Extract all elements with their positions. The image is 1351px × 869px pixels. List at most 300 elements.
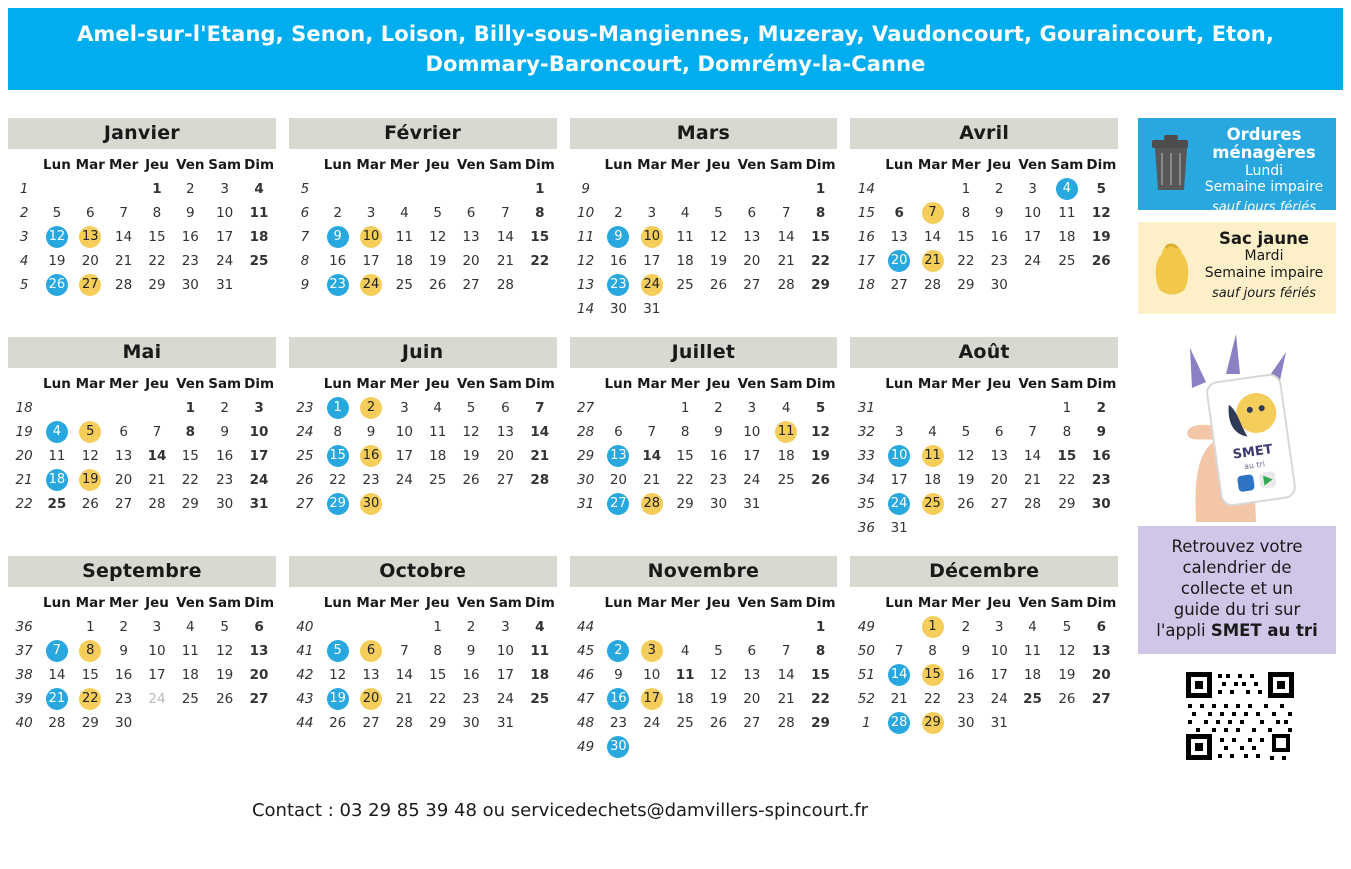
day-cell[interactable]: 5	[815, 400, 826, 416]
day-cell[interactable]: 23	[990, 253, 1008, 269]
day-cell[interactable]: 5	[714, 643, 723, 659]
day-cell[interactable]: 1	[433, 619, 443, 635]
day-cell[interactable]: 17	[148, 667, 166, 683]
day-cell[interactable]: 10	[216, 205, 234, 221]
day-cell[interactable]: 9	[119, 643, 128, 659]
day-cell[interactable]: 11	[249, 205, 269, 221]
day-cell[interactable]: 9	[220, 424, 229, 440]
day-cell[interactable]: 15	[81, 667, 99, 683]
day-cell[interactable]	[40, 639, 73, 663]
day-cell[interactable]: 22	[676, 472, 694, 488]
day-cell[interactable]: 11	[429, 424, 447, 440]
day-cell[interactable]: 24	[496, 691, 515, 707]
day-cell[interactable]: 12	[811, 424, 830, 440]
day-cell[interactable]: 14	[395, 667, 413, 683]
day-cell[interactable]: 6	[747, 205, 757, 221]
day-cell[interactable]: 29	[957, 277, 975, 293]
day-cell[interactable]: 29	[429, 715, 447, 731]
day-cell[interactable]: 1	[680, 400, 690, 416]
day-cell[interactable]: 7	[152, 424, 162, 440]
day-cell[interactable]: 4	[781, 400, 791, 416]
day-cell[interactable]: 13	[1091, 643, 1111, 659]
day-cell[interactable]: 5	[961, 424, 971, 440]
day-cell[interactable]: 18	[676, 691, 694, 707]
day-cell[interactable]: 14	[496, 229, 515, 245]
day-cell[interactable]: 27	[496, 472, 515, 488]
day-cell[interactable]	[883, 249, 916, 273]
day-cell[interactable]: 20	[115, 472, 133, 488]
day-cell[interactable]: 26	[462, 472, 480, 488]
day-cell[interactable]: 27	[462, 277, 480, 293]
day-cell[interactable]	[354, 444, 387, 468]
day-cell[interactable]: 13	[115, 448, 133, 464]
day-cell[interactable]: 14	[777, 229, 795, 245]
day-cell[interactable]	[40, 420, 73, 444]
day-cell[interactable]: 9	[366, 424, 376, 440]
day-cell[interactable]: 16	[216, 448, 234, 464]
day-cell[interactable]	[602, 687, 635, 711]
day-cell[interactable]: 15	[429, 667, 447, 683]
day-cell[interactable]: 7	[119, 205, 128, 221]
day-cell[interactable]: 28	[48, 715, 66, 731]
day-cell[interactable]: 13	[462, 229, 480, 245]
day-cell[interactable]: 6	[1096, 619, 1107, 635]
day-cell[interactable]: 11	[675, 667, 695, 683]
day-cell[interactable]: 31	[890, 520, 908, 536]
day-cell[interactable]: 8	[815, 643, 826, 659]
day-cell[interactable]: 6	[894, 205, 904, 221]
day-cell[interactable]: 5	[466, 400, 476, 416]
day-cell[interactable]: 7	[535, 400, 545, 416]
day-cell[interactable]: 2	[961, 619, 971, 635]
day-cell[interactable]: 17	[1023, 229, 1042, 245]
day-cell[interactable]: 9	[466, 643, 476, 659]
day-cell[interactable]: 19	[1091, 229, 1111, 245]
day-cell[interactable]: 23	[216, 472, 234, 488]
day-cell[interactable]: 17	[496, 667, 515, 683]
day-cell[interactable]	[74, 420, 107, 444]
day-cell[interactable]	[602, 735, 635, 759]
day-cell[interactable]: 5	[714, 205, 723, 221]
day-cell[interactable]: 4	[254, 181, 264, 197]
day-cell[interactable]: 4	[400, 205, 409, 221]
day-cell[interactable]: 13	[362, 667, 380, 683]
day-cell[interactable]: 25	[47, 496, 67, 512]
day-cell[interactable]: 21	[1023, 472, 1042, 488]
day-cell[interactable]	[883, 711, 916, 735]
day-cell[interactable]: 31	[216, 277, 234, 293]
day-cell[interactable]: 18	[530, 667, 550, 683]
day-cell[interactable]: 20	[1091, 667, 1111, 683]
day-cell[interactable]: 21	[777, 691, 795, 707]
day-cell[interactable]: 30	[957, 715, 975, 731]
day-cell[interactable]: 9	[186, 205, 195, 221]
day-cell[interactable]	[321, 273, 354, 297]
day-cell[interactable]: 3	[1028, 181, 1037, 197]
day-cell[interactable]: 26	[957, 496, 975, 512]
day-cell[interactable]: 30	[1091, 496, 1111, 512]
day-cell[interactable]: 10	[249, 424, 269, 440]
day-cell[interactable]: 14	[48, 667, 66, 683]
day-cell[interactable]: 6	[614, 424, 623, 440]
day-cell[interactable]	[321, 396, 354, 420]
day-cell[interactable]	[916, 615, 949, 639]
day-cell[interactable]: 18	[923, 472, 942, 488]
day-cell[interactable]	[635, 492, 668, 516]
day-cell[interactable]: 11	[1023, 643, 1042, 659]
day-cell[interactable]: 25	[395, 277, 413, 293]
day-cell[interactable]: 13	[890, 229, 908, 245]
day-cell[interactable]: 8	[928, 643, 937, 659]
day-cell[interactable]: 18	[777, 448, 795, 464]
day-cell[interactable]: 10	[148, 643, 166, 659]
day-cell[interactable]: 14	[147, 448, 167, 464]
day-cell[interactable]: 3	[994, 619, 1004, 635]
day-cell[interactable]: 6	[85, 205, 95, 221]
day-cell[interactable]: 9	[614, 667, 623, 683]
day-cell[interactable]: 26	[1091, 253, 1111, 269]
day-cell[interactable]: 19	[216, 667, 234, 683]
day-cell[interactable]	[883, 444, 916, 468]
day-cell[interactable]: 1	[815, 181, 826, 197]
day-cell[interactable]: 2	[466, 619, 476, 635]
day-cell[interactable]: 3	[152, 619, 162, 635]
day-cell[interactable]	[354, 492, 387, 516]
day-cell[interactable]	[321, 444, 354, 468]
day-cell[interactable]: 2	[994, 181, 1004, 197]
day-cell[interactable]: 16	[181, 229, 199, 245]
day-cell[interactable]: 16	[1091, 448, 1111, 464]
day-cell[interactable]: 27	[990, 496, 1008, 512]
day-cell[interactable]: 29	[81, 715, 99, 731]
day-cell[interactable]: 15	[811, 667, 830, 683]
day-cell[interactable]: 30	[709, 496, 728, 512]
day-cell[interactable]	[635, 639, 668, 663]
day-cell[interactable]: 14	[642, 448, 662, 464]
day-cell[interactable]: 10	[743, 424, 761, 440]
day-cell[interactable]	[602, 639, 635, 663]
day-cell[interactable]: 19	[709, 253, 728, 269]
day-cell[interactable]: 27	[743, 715, 761, 731]
day-cell[interactable]: 4	[680, 205, 690, 221]
day-cell[interactable]: 25	[676, 715, 694, 731]
day-cell[interactable]: 19	[1058, 667, 1076, 683]
day-cell[interactable]: 9	[1096, 424, 1107, 440]
day-cell[interactable]: 24	[216, 253, 234, 269]
day-cell[interactable]: 6	[994, 424, 1004, 440]
day-cell[interactable]: 21	[115, 253, 133, 269]
day-cell[interactable]: 5	[433, 205, 443, 221]
day-cell[interactable]: 20	[609, 472, 628, 488]
day-cell[interactable]: 24	[643, 715, 661, 731]
day-cell[interactable]	[40, 468, 73, 492]
day-cell[interactable]: 25	[777, 472, 795, 488]
day-cell[interactable]	[602, 225, 635, 249]
day-cell[interactable]: 22	[148, 253, 166, 269]
day-cell[interactable]	[883, 663, 916, 687]
day-cell[interactable]: 16	[462, 667, 480, 683]
day-cell[interactable]: 23	[709, 472, 728, 488]
day-cell[interactable]: 7	[501, 205, 510, 221]
day-cell[interactable]: 28	[115, 277, 133, 293]
day-cell[interactable]: 18	[1023, 667, 1042, 683]
day-cell[interactable]: 31	[743, 496, 761, 512]
day-cell[interactable]: 12	[329, 667, 347, 683]
day-cell[interactable]: 24	[743, 472, 761, 488]
day-cell[interactable]: 12	[1091, 205, 1111, 221]
day-cell[interactable]: 28	[496, 277, 515, 293]
day-cell[interactable]	[321, 225, 354, 249]
day-cell[interactable]: 21	[148, 472, 166, 488]
day-cell[interactable]	[354, 396, 387, 420]
day-cell[interactable]: 3	[366, 205, 376, 221]
day-cell[interactable]: 15	[1057, 448, 1077, 464]
day-cell[interactable]: 14	[1023, 448, 1042, 464]
day-cell[interactable]: 28	[148, 496, 166, 512]
day-cell[interactable]: 21	[395, 691, 413, 707]
day-cell[interactable]	[635, 225, 668, 249]
day-cell[interactable]: 22	[1058, 472, 1076, 488]
day-cell[interactable]: 15	[957, 229, 975, 245]
day-cell[interactable]: 8	[333, 424, 342, 440]
day-cell[interactable]: 1	[1062, 400, 1072, 416]
day-cell[interactable]: 6	[747, 643, 757, 659]
day-cell[interactable]: 23	[1091, 472, 1111, 488]
day-cell[interactable]: 5	[1096, 181, 1107, 197]
day-cell[interactable]: 18	[395, 253, 413, 269]
day-cell[interactable]: 9	[994, 205, 1004, 221]
day-cell[interactable]: 25	[1058, 253, 1076, 269]
day-cell[interactable]: 5	[52, 205, 62, 221]
day-cell[interactable]: 22	[181, 472, 199, 488]
day-cell[interactable]	[354, 273, 387, 297]
day-cell[interactable]	[354, 639, 387, 663]
day-cell[interactable]: 11	[676, 229, 694, 245]
day-cell[interactable]: 21	[496, 253, 515, 269]
day-cell[interactable]	[916, 201, 949, 225]
day-cell[interactable]: 17	[216, 229, 234, 245]
day-cell[interactable]: 12	[216, 643, 234, 659]
day-cell[interactable]: 27	[362, 715, 380, 731]
day-cell[interactable]: 12	[429, 229, 447, 245]
day-cell[interactable]	[321, 492, 354, 516]
day-cell[interactable]: 12	[709, 229, 728, 245]
day-cell[interactable]: 25	[676, 277, 694, 293]
day-cell[interactable]: 22	[811, 253, 830, 269]
day-cell[interactable]: 13	[249, 643, 269, 659]
day-cell[interactable]	[40, 273, 73, 297]
day-cell[interactable]: 17	[362, 253, 380, 269]
day-cell[interactable]: 28	[1023, 496, 1042, 512]
day-cell[interactable]: 2	[333, 205, 342, 221]
day-cell[interactable]: 27	[249, 691, 269, 707]
day-cell[interactable]: 22	[329, 472, 347, 488]
day-cell[interactable]: 15	[530, 229, 550, 245]
day-cell[interactable]: 13	[990, 448, 1008, 464]
day-cell[interactable]: 3	[647, 205, 657, 221]
day-cell[interactable]: 19	[957, 472, 975, 488]
day-cell[interactable]: 20	[249, 667, 269, 683]
day-cell[interactable]: 25	[429, 472, 447, 488]
day-cell[interactable]	[883, 492, 916, 516]
day-cell[interactable]: 23	[115, 691, 133, 707]
day-cell[interactable]: 29	[811, 715, 830, 731]
day-cell[interactable]: 4	[928, 424, 937, 440]
day-cell[interactable]: 29	[181, 496, 199, 512]
day-cell[interactable]: 23	[609, 715, 628, 731]
day-cell[interactable]: 8	[961, 205, 971, 221]
day-cell[interactable]: 21	[777, 253, 795, 269]
day-cell[interactable]: 26	[429, 277, 447, 293]
day-cell[interactable]: 25	[181, 691, 199, 707]
day-cell[interactable]: 7	[1028, 424, 1037, 440]
day-cell[interactable]: 16	[609, 253, 628, 269]
day-cell[interactable]: 18	[676, 253, 694, 269]
day-cell[interactable]: 10	[1023, 205, 1042, 221]
day-cell[interactable]: 3	[254, 400, 264, 416]
day-cell[interactable]: 17	[643, 253, 661, 269]
day-cell[interactable]: 15	[148, 229, 166, 245]
day-cell[interactable]: 10	[990, 643, 1008, 659]
day-cell[interactable]	[916, 663, 949, 687]
day-cell[interactable]	[40, 225, 73, 249]
day-cell[interactable]: 19	[811, 448, 830, 464]
day-cell[interactable]: 21	[643, 472, 661, 488]
day-cell[interactable]: 4	[680, 643, 690, 659]
day-cell[interactable]: 18	[249, 229, 269, 245]
day-cell[interactable]: 29	[811, 277, 830, 293]
day-cell[interactable]	[635, 273, 668, 297]
day-cell[interactable]: 8	[433, 643, 443, 659]
day-cell[interactable]: 14	[530, 424, 550, 440]
day-cell[interactable]	[602, 492, 635, 516]
day-cell[interactable]: 29	[676, 496, 694, 512]
day-cell[interactable]	[602, 444, 635, 468]
day-cell[interactable]: 8	[680, 424, 690, 440]
day-cell[interactable]	[916, 711, 949, 735]
day-cell[interactable]: 20	[81, 253, 99, 269]
day-cell[interactable]: 3	[894, 424, 904, 440]
day-cell[interactable]: 31	[249, 496, 269, 512]
day-cell[interactable]: 3	[400, 400, 409, 416]
day-cell[interactable]: 16	[990, 229, 1008, 245]
day-cell[interactable]	[916, 492, 949, 516]
day-cell[interactable]: 25	[1023, 691, 1042, 707]
day-cell[interactable]: 11	[181, 643, 199, 659]
day-cell[interactable]: 10	[395, 424, 413, 440]
day-cell[interactable]: 3	[501, 619, 510, 635]
day-cell[interactable]: 7	[894, 643, 904, 659]
day-cell[interactable]: 21	[890, 691, 908, 707]
day-cell[interactable]: 9	[714, 424, 723, 440]
day-cell[interactable]: 12	[1058, 643, 1076, 659]
day-cell[interactable]: 27	[743, 277, 761, 293]
day-cell[interactable]: 6	[119, 424, 128, 440]
day-cell[interactable]: 8	[152, 205, 162, 221]
day-cell[interactable]: 12	[462, 424, 480, 440]
day-cell[interactable]: 24	[249, 472, 269, 488]
day-cell[interactable]: 13	[743, 667, 761, 683]
day-cell[interactable]: 5	[1062, 619, 1072, 635]
day-cell[interactable]: 22	[811, 691, 830, 707]
day-cell[interactable]: 31	[496, 715, 515, 731]
day-cell[interactable]	[74, 468, 107, 492]
day-cell[interactable]: 17	[990, 667, 1008, 683]
day-cell[interactable]: 24	[148, 691, 166, 707]
day-cell[interactable]: 28	[777, 715, 795, 731]
day-cell[interactable]: 2	[614, 205, 623, 221]
day-cell[interactable]	[354, 687, 387, 711]
day-cell[interactable]: 15	[181, 448, 199, 464]
day-cell[interactable]: 30	[115, 715, 133, 731]
day-cell[interactable]: 28	[923, 277, 942, 293]
day-cell[interactable]: 20	[990, 472, 1008, 488]
day-cell[interactable]: 3	[220, 181, 229, 197]
day-cell[interactable]: 16	[329, 253, 347, 269]
day-cell[interactable]	[916, 249, 949, 273]
day-cell[interactable]: 7	[400, 643, 409, 659]
day-cell[interactable]: 24	[1023, 253, 1042, 269]
day-cell[interactable]	[768, 420, 803, 444]
day-cell[interactable]: 31	[990, 715, 1008, 731]
day-cell[interactable]: 14	[923, 229, 942, 245]
day-cell[interactable]: 2	[714, 400, 723, 416]
day-cell[interactable]: 29	[1058, 496, 1076, 512]
day-cell[interactable]: 23	[462, 691, 480, 707]
day-cell[interactable]: 1	[152, 181, 162, 197]
day-cell[interactable]: 25	[249, 253, 269, 269]
day-cell[interactable]: 12	[81, 448, 99, 464]
day-cell[interactable]: 20	[743, 253, 761, 269]
day-cell[interactable]: 17	[395, 448, 413, 464]
day-cell[interactable]: 16	[115, 667, 133, 683]
day-cell[interactable]: 15	[811, 229, 830, 245]
day-cell[interactable]: 17	[743, 448, 761, 464]
day-cell[interactable]: 8	[815, 205, 826, 221]
day-cell[interactable]: 23	[957, 691, 975, 707]
day-cell[interactable]: 22	[923, 691, 942, 707]
day-cell[interactable]	[602, 273, 635, 297]
day-cell[interactable]: 19	[709, 691, 728, 707]
day-cell[interactable]: 29	[148, 277, 166, 293]
day-cell[interactable]	[40, 687, 73, 711]
day-cell[interactable]: 26	[1058, 691, 1076, 707]
day-cell[interactable]: 28	[777, 277, 795, 293]
day-cell[interactable]	[74, 273, 107, 297]
day-cell[interactable]	[74, 687, 107, 711]
day-cell[interactable]: 16	[709, 448, 728, 464]
day-cell[interactable]: 9	[961, 643, 971, 659]
day-cell[interactable]: 12	[709, 667, 728, 683]
day-cell[interactable]: 1	[535, 181, 545, 197]
day-cell[interactable]: 22	[429, 691, 447, 707]
day-cell[interactable]: 30	[181, 277, 199, 293]
day-cell[interactable]: 14	[777, 667, 795, 683]
day-cell[interactable]: 3	[747, 400, 757, 416]
day-cell[interactable]: 30	[990, 277, 1008, 293]
day-cell[interactable]: 13	[743, 229, 761, 245]
day-cell[interactable]: 19	[48, 253, 66, 269]
day-cell[interactable]: 30	[462, 715, 480, 731]
day-cell[interactable]: 27	[1091, 691, 1111, 707]
day-cell[interactable]: 21	[530, 448, 550, 464]
day-cell[interactable]: 4	[186, 619, 195, 635]
day-cell[interactable]: 26	[216, 691, 234, 707]
day-cell[interactable]: 7	[781, 205, 791, 221]
day-cell[interactable]: 26	[709, 715, 728, 731]
day-cell[interactable]: 6	[254, 619, 264, 635]
day-cell[interactable]: 1	[185, 400, 196, 416]
